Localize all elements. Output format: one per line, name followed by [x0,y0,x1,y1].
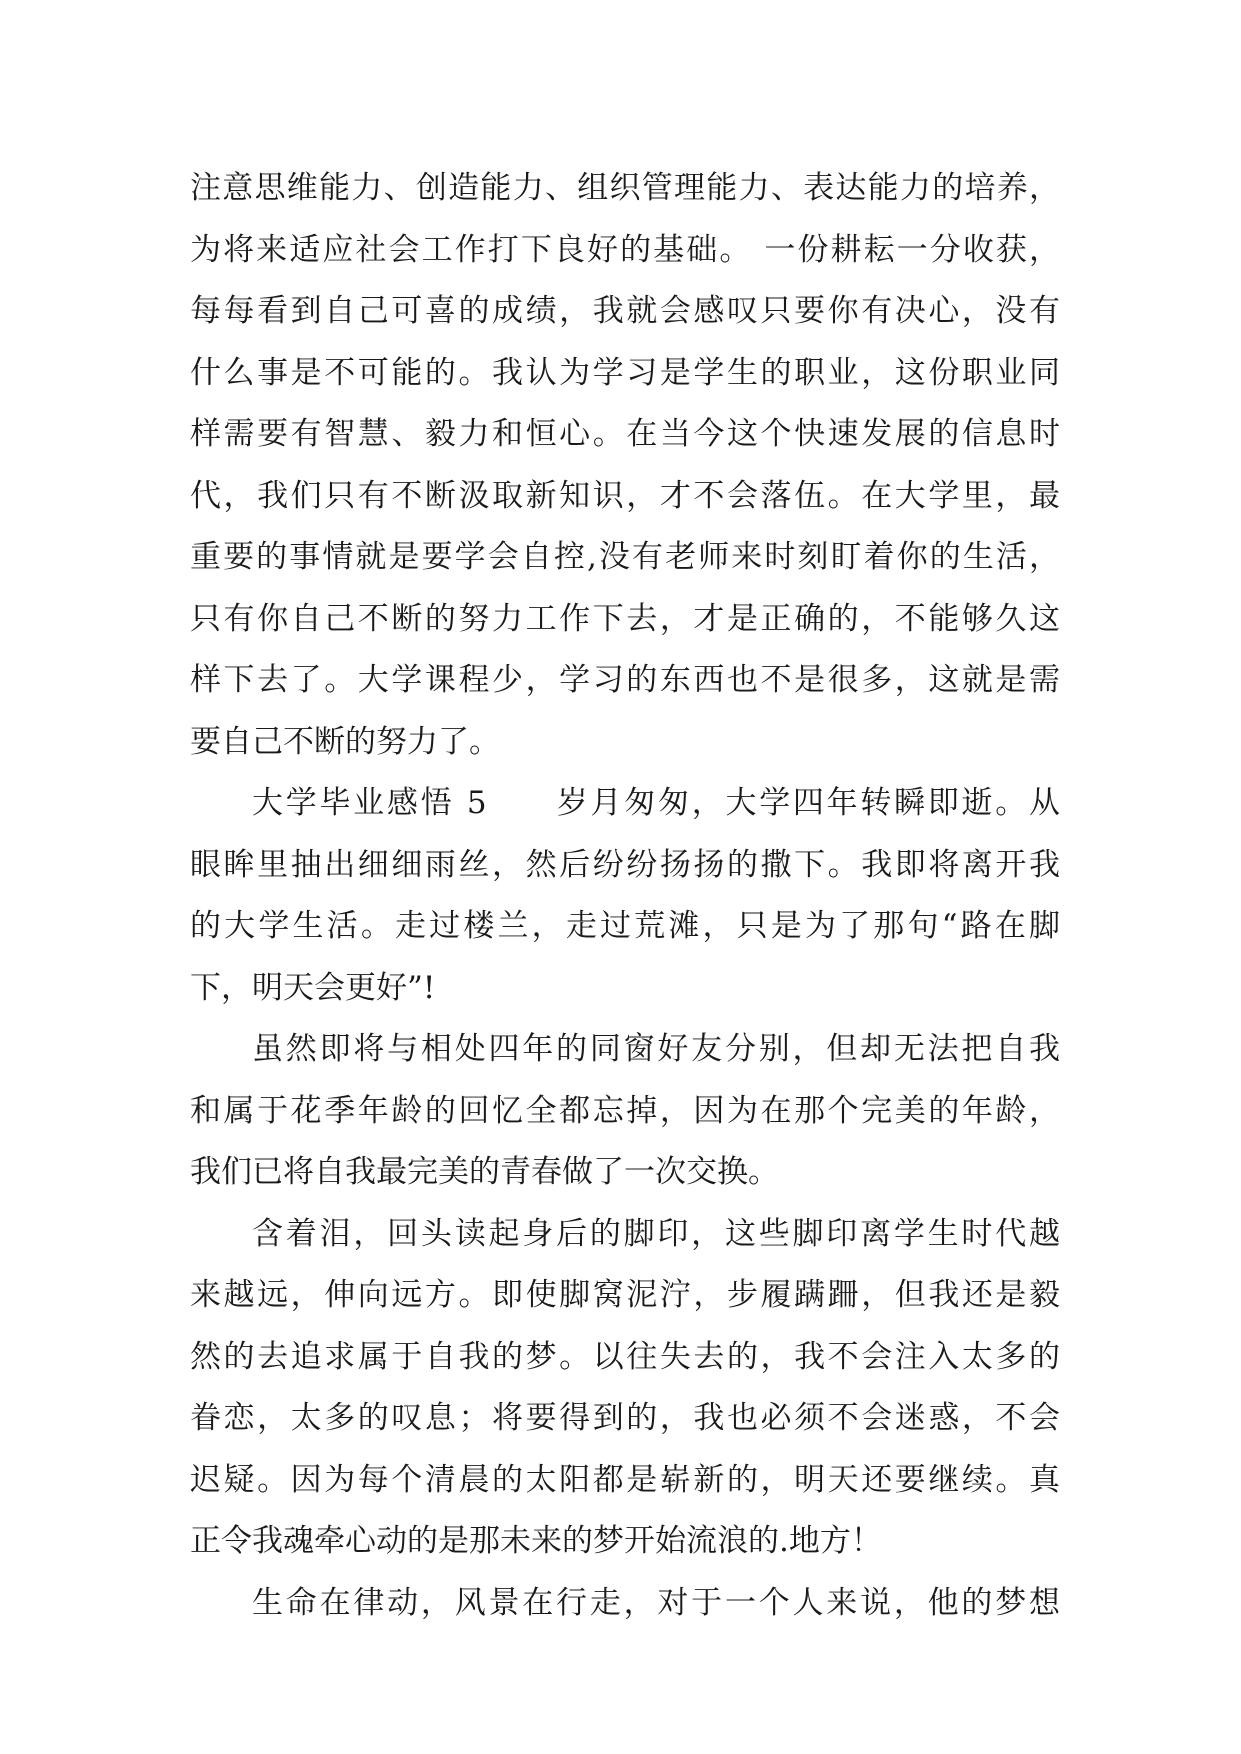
text-line: 注意思维能力、创造能力、组织管理能力、表达能力的培养， [190,170,1060,206]
text-line: 只有你自己不断的努力工作下去，才是正确的，不能够久这 [190,600,1060,637]
text-line: 含着泪，回头读起身后的脚印，这些脚印离学生时代越 [252,1215,1060,1252]
body-text [190,158,1060,1634]
text-line: 眼眸里抽出细细雨丝，然后纷纷扬扬的撒下。我即将离开我 [190,846,1060,883]
text-line: 生命在律动，风景在行走，对于一个人来说，他的梦想 [252,1584,1060,1621]
text-line: 来越远，伸向远方。即使脚窝泥泞，步履蹒跚，但我还是毅 [190,1277,1060,1313]
text-line: 什么事是不可能的。我认为学习是学生的职业，这份职业同 [190,354,1060,391]
text-line: 正令我魂牵心动的是那未来的梦开始流浪的.地方！ [190,1523,882,1559]
text-line: 的大学生活。走过楼兰，走过荒滩，只是为了那句“路在脚 [190,908,1060,944]
text-line: 要自己不断的努力了。 [190,723,500,760]
text-line: 大学毕业感悟 5 岁月匆匆，大学四年转瞬即逝。从 [252,785,1060,821]
text-line: 每每看到自己可喜的成绩，我就会感叹只要你有决心，没有 [190,293,1060,329]
text-line: 代，我们只有不断汲取新知识，才不会落伍。在大学里，最 [190,477,1060,514]
text-line: 我们已将自我最完美的青春做了一次交换。 [190,1154,779,1190]
text-line: 下，明天会更好”! [190,969,436,1006]
text-line: 眷恋，太多的叹息；将要得到的，我也必须不会迷惑，不会 [190,1400,1060,1436]
text-line: 虽然即将与相处四年的同窗好友分别，但却无法把自我 [252,1031,1060,1067]
text-line: 为将来适应社会工作打下良好的基础。 一份耕耘一分收获， [190,231,1060,268]
text-line: 样需要有智慧、毅力和恒心。在当今这个快速发展的信息时 [190,416,1060,452]
text-line: 和属于花季年龄的回忆全都忘掉，因为在那个完美的年龄， [190,1092,1060,1129]
text-line: 然的去追求属于自我的梦。以往失去的，我不会注入太多的 [190,1338,1060,1375]
text-line: 迟疑。因为每个清晨的太阳都是崭新的，明天还要继续。真 [190,1461,1060,1498]
text-line: 样下去了。大学课程少，学习的东西也不是很多，这就是需 [190,662,1060,698]
text-line: 重要的事情就是要学会自控,没有老师来时刻盯着你的生活， [190,539,1060,575]
